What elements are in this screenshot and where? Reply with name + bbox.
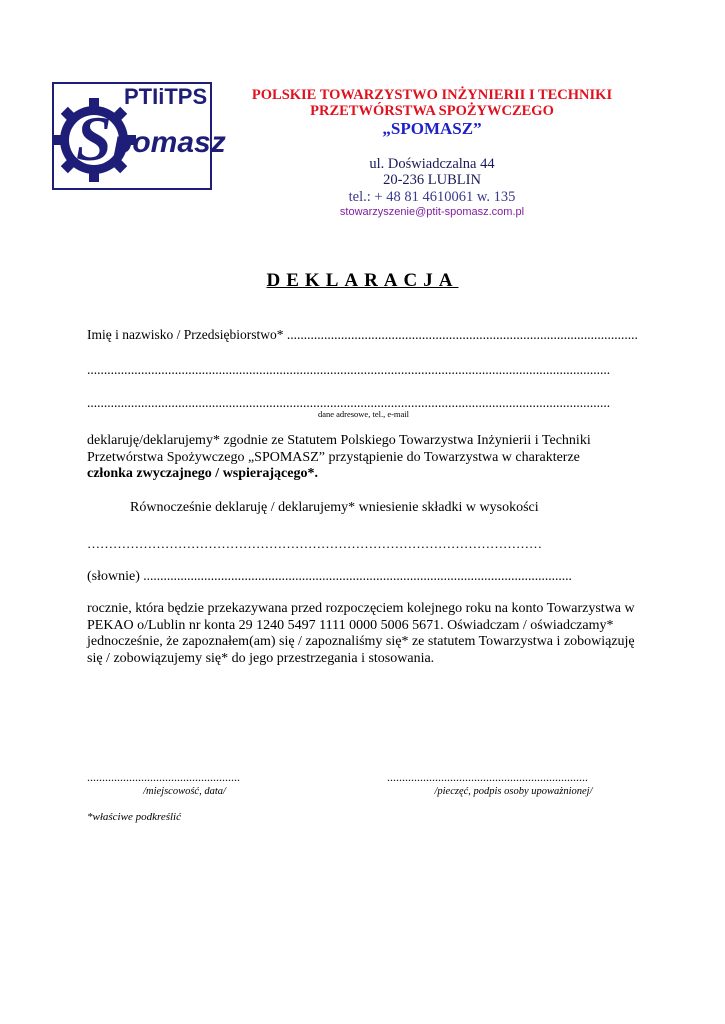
org-name-line1: POLSKIE TOWARZYSTWO INŻYNIERII I TECHNIKI: [251, 87, 613, 103]
words-row: [87, 568, 635, 585]
declaration-paragraph: [87, 433, 642, 483]
name-label: Imię i nazwisko / Przedsiębiorstwo*: [87, 327, 284, 342]
name-dots[interactable]: ........................................................................................................: [286, 327, 638, 342]
fee-dots[interactable]: ……………………………………………………………………………………………: [87, 536, 542, 551]
logo-text-ptitps: PTIiTPS: [124, 84, 208, 109]
name-field-row: [87, 327, 647, 343]
address-street: ul. Doświadczalna 44: [369, 156, 495, 172]
words-label: (słownie): [87, 569, 140, 584]
phone-number: tel.: + 48 81 4610061 w. 135: [348, 189, 516, 205]
signature-label: /pieczęć, podpis osoby upoważnionej/: [434, 786, 593, 797]
logo-letter-s: S: [76, 103, 112, 174]
logo-graphic: [52, 82, 226, 190]
fee-line: Równocześnie deklaruję / deklarujemy* wniesienie składki w wysokości: [130, 500, 539, 515]
address-city: 20-236 LUBLIN: [383, 172, 481, 188]
final-paragraph: rocznie, która będzie przekazywana przed rozpoczęciem kolejnego roku na konto Towarzystwa w PEKAO o/Lublin nr konta 29 1240 5497 1111 0000 5006 5671. Oświadczam / oświadczamy* jednocześnie, że zapoznałem(am) się / zapoznaliśmy się* ze statutem Towarzystwa i zobowiązuję się / zobowiązujemy się* do jego przestrzegania i stosowania.: [87, 601, 635, 666]
signature-dots[interactable]: ...................................................................: [387, 770, 588, 784]
words-dots[interactable]: ...............................................................................................................................: [143, 568, 572, 583]
logo-text-spomasz: pomasz: [114, 126, 226, 159]
address-hint: dane adresowe, tel., e-mail: [317, 409, 410, 419]
place-date-dots[interactable]: ...................................................: [87, 770, 240, 784]
email-address: stowarzyszenie@ptit-spomasz.com.pl: [339, 206, 525, 218]
membership-type: członka zwyczajnego / wspierającego*.: [87, 466, 318, 481]
dots-line-3[interactable]: ...........................................................................................................................................................: [87, 395, 611, 410]
org-name-spomasz: „SPOMASZ”: [382, 119, 482, 138]
place-date-label: /miejscowość, data/: [143, 786, 226, 797]
document-title: DEKLARACJA: [266, 270, 459, 291]
ptitps-spomasz-logo: [52, 82, 226, 190]
org-name-line2: PRZETWÓRSTWA SPOŻYWCZEGO: [310, 103, 554, 119]
footnote: *właściwe podkreślić: [87, 811, 181, 823]
dots-line-2[interactable]: ...........................................................................................................................................................: [87, 362, 611, 377]
declaration-text: deklaruję/deklarujemy* zgodnie ze Statutem Polskiego Towarzystwa Inżynierii i Techniki Przetwórstwa Spożywczego „SPOMASZ” przystąpienie do Towarzystwa w charakterze: [87, 433, 591, 465]
